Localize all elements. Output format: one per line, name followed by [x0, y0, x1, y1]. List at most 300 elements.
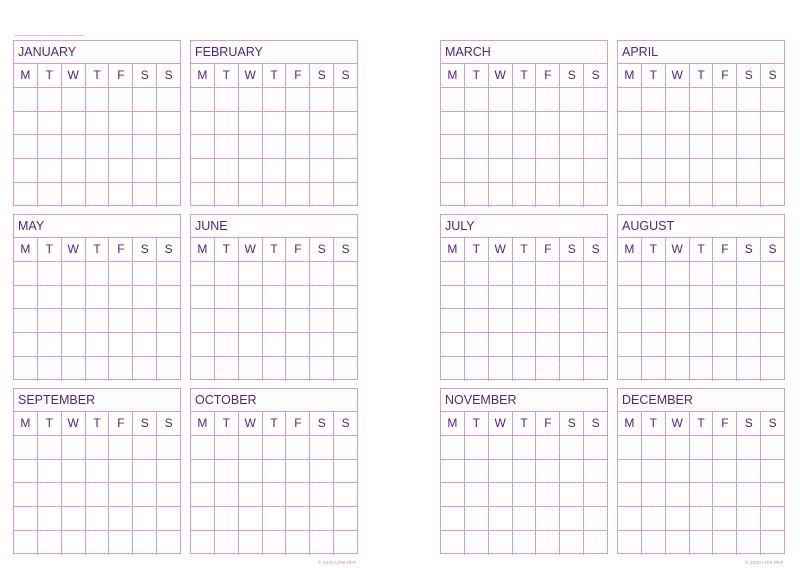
weekday-label: M [618, 238, 642, 262]
week-row [618, 159, 784, 183]
week-row [441, 286, 607, 310]
day-cell [14, 183, 38, 207]
day-cell [215, 483, 239, 507]
day-cell [133, 531, 157, 555]
day-cell [618, 262, 642, 286]
weekday-label: S [310, 412, 334, 436]
day-cell [14, 262, 38, 286]
day-cell [642, 112, 666, 136]
day-cell [618, 357, 642, 381]
weekday-label: T [642, 238, 666, 262]
day-cell [666, 333, 690, 357]
day-cell [536, 135, 560, 159]
day-cell [560, 309, 584, 333]
day-cell [536, 309, 560, 333]
day-cell [642, 436, 666, 460]
day-cell [191, 357, 215, 381]
day-cell [157, 183, 180, 207]
day-cell [62, 286, 86, 310]
day-cell [489, 183, 513, 207]
day-cell [642, 183, 666, 207]
day-cell [191, 531, 215, 555]
day-cell [86, 531, 110, 555]
day-cell [263, 531, 287, 555]
weekday-label: W [239, 238, 263, 262]
day-cell [38, 531, 62, 555]
day-cell [133, 88, 157, 112]
day-cell [513, 333, 537, 357]
day-cell [465, 135, 489, 159]
day-cell [584, 183, 607, 207]
month-title: FEBRUARY [191, 41, 357, 64]
day-cell [536, 531, 560, 555]
weekday-label: F [536, 412, 560, 436]
weekday-label: W [62, 238, 86, 262]
day-cell [666, 135, 690, 159]
day-cell [157, 135, 180, 159]
day-cell [737, 309, 761, 333]
day-cell [109, 309, 133, 333]
weekday-label: W [62, 64, 86, 88]
day-cell [14, 483, 38, 507]
day-cell [239, 88, 263, 112]
weekday-label: T [215, 238, 239, 262]
day-cell [263, 460, 287, 484]
day-cell [737, 531, 761, 555]
day-cell [618, 183, 642, 207]
day-cell [263, 483, 287, 507]
month-calendar-december [617, 388, 785, 554]
weekday-label: T [86, 64, 110, 88]
week-row [618, 112, 784, 136]
day-cell [157, 112, 180, 136]
day-cell [584, 112, 607, 136]
day-cell [465, 436, 489, 460]
day-cell [215, 135, 239, 159]
day-cell [133, 507, 157, 531]
day-cell [215, 159, 239, 183]
month-title: MAY [14, 215, 180, 238]
day-cell [737, 88, 761, 112]
day-cell [713, 483, 737, 507]
week-row [191, 262, 357, 286]
weekday-label: S [157, 412, 180, 436]
day-cell [286, 309, 310, 333]
day-cell [133, 262, 157, 286]
weekday-label: S [737, 412, 761, 436]
day-cell [286, 531, 310, 555]
day-cell [666, 357, 690, 381]
day-cell [109, 436, 133, 460]
day-cell [584, 135, 607, 159]
day-cell [560, 531, 584, 555]
day-cell [109, 483, 133, 507]
weekday-label: S [560, 64, 584, 88]
day-cell [642, 135, 666, 159]
day-cell [560, 333, 584, 357]
day-cell [133, 159, 157, 183]
day-cell [666, 88, 690, 112]
day-cell [489, 507, 513, 531]
weekday-label: S [334, 412, 357, 436]
weekday-label: F [713, 412, 737, 436]
day-cell [109, 531, 133, 555]
day-cell [86, 436, 110, 460]
day-cell [513, 483, 537, 507]
day-cell [263, 309, 287, 333]
day-cell [133, 333, 157, 357]
day-cell [133, 135, 157, 159]
day-cell [618, 88, 642, 112]
weekday-label: F [109, 238, 133, 262]
day-cell [713, 262, 737, 286]
weekday-label: T [690, 412, 714, 436]
day-cell [157, 286, 180, 310]
weekday-label: M [441, 412, 465, 436]
weekday-label: M [14, 412, 38, 436]
week-row [191, 112, 357, 136]
weekday-label: W [666, 64, 690, 88]
week-row [14, 183, 180, 207]
week-row [618, 286, 784, 310]
day-cell [191, 436, 215, 460]
day-cell [62, 135, 86, 159]
day-cell [310, 286, 334, 310]
day-cell [713, 159, 737, 183]
day-cell [86, 460, 110, 484]
day-cell [334, 262, 357, 286]
day-cell [441, 88, 465, 112]
day-cell [334, 112, 357, 136]
day-cell [310, 507, 334, 531]
day-cell [14, 333, 38, 357]
weekday-label: S [761, 64, 784, 88]
weekday-label: S [157, 64, 180, 88]
day-cell [713, 436, 737, 460]
day-cell [239, 286, 263, 310]
day-cell [441, 507, 465, 531]
weekday-label: T [642, 412, 666, 436]
day-cell [441, 333, 465, 357]
day-cell [584, 159, 607, 183]
day-cell [38, 309, 62, 333]
weekday-label: T [38, 64, 62, 88]
day-cell [666, 436, 690, 460]
weekday-label: S [584, 64, 607, 88]
day-cell [666, 262, 690, 286]
day-cell [310, 436, 334, 460]
weekday-label: T [38, 238, 62, 262]
weekday-header-row [191, 64, 357, 88]
day-cell [489, 286, 513, 310]
weekday-label: M [618, 412, 642, 436]
day-cell [441, 357, 465, 381]
day-cell [14, 135, 38, 159]
week-row [191, 309, 357, 333]
day-cell [761, 483, 784, 507]
week-row [441, 135, 607, 159]
day-cell [334, 507, 357, 531]
day-cell [109, 333, 133, 357]
week-row [191, 135, 357, 159]
day-cell [14, 88, 38, 112]
day-cell [310, 309, 334, 333]
week-row [14, 159, 180, 183]
day-cell [133, 183, 157, 207]
weekday-label: T [690, 238, 714, 262]
day-cell [109, 183, 133, 207]
day-cell [690, 159, 714, 183]
day-cell [441, 135, 465, 159]
week-row [618, 88, 784, 112]
day-cell [334, 436, 357, 460]
day-cell [642, 309, 666, 333]
day-cell [713, 88, 737, 112]
day-cell [215, 531, 239, 555]
day-cell [14, 531, 38, 555]
day-cell [618, 507, 642, 531]
day-cell [642, 483, 666, 507]
day-cell [310, 460, 334, 484]
day-cell [133, 112, 157, 136]
day-cell [14, 357, 38, 381]
weekday-label: T [86, 412, 110, 436]
day-cell [109, 357, 133, 381]
week-row [441, 460, 607, 484]
day-cell [513, 507, 537, 531]
day-cell [191, 135, 215, 159]
day-cell [713, 112, 737, 136]
month-title: MARCH [441, 41, 607, 64]
day-cell [157, 88, 180, 112]
weekday-label: M [618, 64, 642, 88]
day-cell [109, 159, 133, 183]
day-cell [263, 159, 287, 183]
day-cell [513, 159, 537, 183]
day-cell [761, 309, 784, 333]
day-cell [513, 183, 537, 207]
day-cell [465, 88, 489, 112]
day-cell [310, 531, 334, 555]
day-cell [191, 507, 215, 531]
day-cell [239, 135, 263, 159]
day-cell [560, 88, 584, 112]
day-cell [690, 183, 714, 207]
day-cell [690, 286, 714, 310]
day-cell [737, 460, 761, 484]
weekday-label: F [109, 412, 133, 436]
day-cell [513, 262, 537, 286]
day-cell [62, 333, 86, 357]
week-row [618, 333, 784, 357]
day-cell [286, 333, 310, 357]
weekday-header-row [14, 412, 180, 436]
day-cell [133, 309, 157, 333]
week-row [14, 112, 180, 136]
day-cell [489, 88, 513, 112]
day-cell [263, 88, 287, 112]
day-cell [86, 483, 110, 507]
day-cell [191, 262, 215, 286]
day-cell [14, 309, 38, 333]
day-cell [109, 460, 133, 484]
day-cell [86, 262, 110, 286]
month-title: DECEMBER [618, 389, 784, 412]
day-cell [737, 333, 761, 357]
month-calendar-october [190, 388, 358, 554]
weekday-label: S [761, 238, 784, 262]
day-cell [62, 436, 86, 460]
day-cell [334, 88, 357, 112]
day-cell [62, 460, 86, 484]
day-cell [441, 483, 465, 507]
day-cell [14, 507, 38, 531]
day-cell [157, 507, 180, 531]
day-cell [334, 309, 357, 333]
day-cell [584, 483, 607, 507]
day-cell [191, 286, 215, 310]
weekday-label: M [191, 64, 215, 88]
day-cell [560, 159, 584, 183]
day-cell [737, 135, 761, 159]
footer-copyright-right: © 2020 LIFE PDF [745, 560, 784, 565]
weekday-header-row [618, 412, 784, 436]
week-row [14, 507, 180, 531]
day-cell [191, 309, 215, 333]
day-cell [560, 507, 584, 531]
day-cell [109, 262, 133, 286]
day-cell [14, 159, 38, 183]
month-calendar-august [617, 214, 785, 380]
day-cell [690, 436, 714, 460]
day-cell [286, 483, 310, 507]
day-cell [215, 183, 239, 207]
week-row [14, 436, 180, 460]
week-row [441, 436, 607, 460]
day-cell [286, 436, 310, 460]
weekday-label: S [310, 64, 334, 88]
day-cell [62, 112, 86, 136]
weekday-label: S [737, 64, 761, 88]
month-calendar-january [13, 40, 181, 206]
day-cell [62, 183, 86, 207]
week-row [14, 262, 180, 286]
day-cell [584, 460, 607, 484]
day-cell [560, 112, 584, 136]
weekday-label: F [713, 64, 737, 88]
day-cell [441, 159, 465, 183]
day-cell [489, 333, 513, 357]
day-cell [310, 159, 334, 183]
day-cell [86, 309, 110, 333]
day-cell [489, 483, 513, 507]
day-cell [690, 357, 714, 381]
week-row [618, 135, 784, 159]
day-cell [489, 309, 513, 333]
week-row [14, 135, 180, 159]
day-cell [761, 507, 784, 531]
day-cell [560, 357, 584, 381]
day-cell [215, 262, 239, 286]
week-row [441, 309, 607, 333]
day-cell [584, 88, 607, 112]
day-cell [513, 357, 537, 381]
day-cell [286, 286, 310, 310]
day-cell [584, 286, 607, 310]
week-row [618, 531, 784, 555]
day-cell [310, 135, 334, 159]
day-cell [465, 507, 489, 531]
day-cell [334, 286, 357, 310]
day-cell [310, 357, 334, 381]
day-cell [38, 357, 62, 381]
day-cell [513, 436, 537, 460]
weekday-label: W [489, 64, 513, 88]
day-cell [286, 159, 310, 183]
day-cell [737, 286, 761, 310]
day-cell [263, 112, 287, 136]
day-cell [666, 309, 690, 333]
day-cell [737, 483, 761, 507]
week-row [618, 507, 784, 531]
day-cell [215, 333, 239, 357]
day-cell [215, 112, 239, 136]
weekday-header-row [191, 238, 357, 262]
weekday-header-row [441, 64, 607, 88]
day-cell [86, 183, 110, 207]
day-cell [62, 507, 86, 531]
day-cell [513, 135, 537, 159]
day-cell [191, 112, 215, 136]
weekday-label: S [133, 64, 157, 88]
day-cell [310, 88, 334, 112]
day-cell [62, 309, 86, 333]
month-calendar-september [13, 388, 181, 554]
day-cell [109, 112, 133, 136]
day-cell [239, 483, 263, 507]
day-cell [334, 460, 357, 484]
day-cell [737, 357, 761, 381]
weekday-label: W [666, 412, 690, 436]
weekday-label: F [286, 238, 310, 262]
day-cell [14, 436, 38, 460]
day-cell [239, 460, 263, 484]
day-cell [215, 88, 239, 112]
day-cell [62, 159, 86, 183]
week-row [14, 357, 180, 381]
day-cell [642, 333, 666, 357]
day-cell [713, 286, 737, 310]
month-calendar-june [190, 214, 358, 380]
day-cell [62, 483, 86, 507]
day-cell [334, 183, 357, 207]
day-cell [215, 507, 239, 531]
day-cell [86, 333, 110, 357]
day-cell [618, 483, 642, 507]
weekday-label: F [109, 64, 133, 88]
weekday-header-row [618, 64, 784, 88]
day-cell [465, 159, 489, 183]
day-cell [584, 262, 607, 286]
day-cell [441, 436, 465, 460]
day-cell [642, 286, 666, 310]
day-cell [513, 531, 537, 555]
week-row [14, 460, 180, 484]
day-cell [286, 135, 310, 159]
week-row [618, 460, 784, 484]
day-cell [191, 88, 215, 112]
day-cell [536, 483, 560, 507]
